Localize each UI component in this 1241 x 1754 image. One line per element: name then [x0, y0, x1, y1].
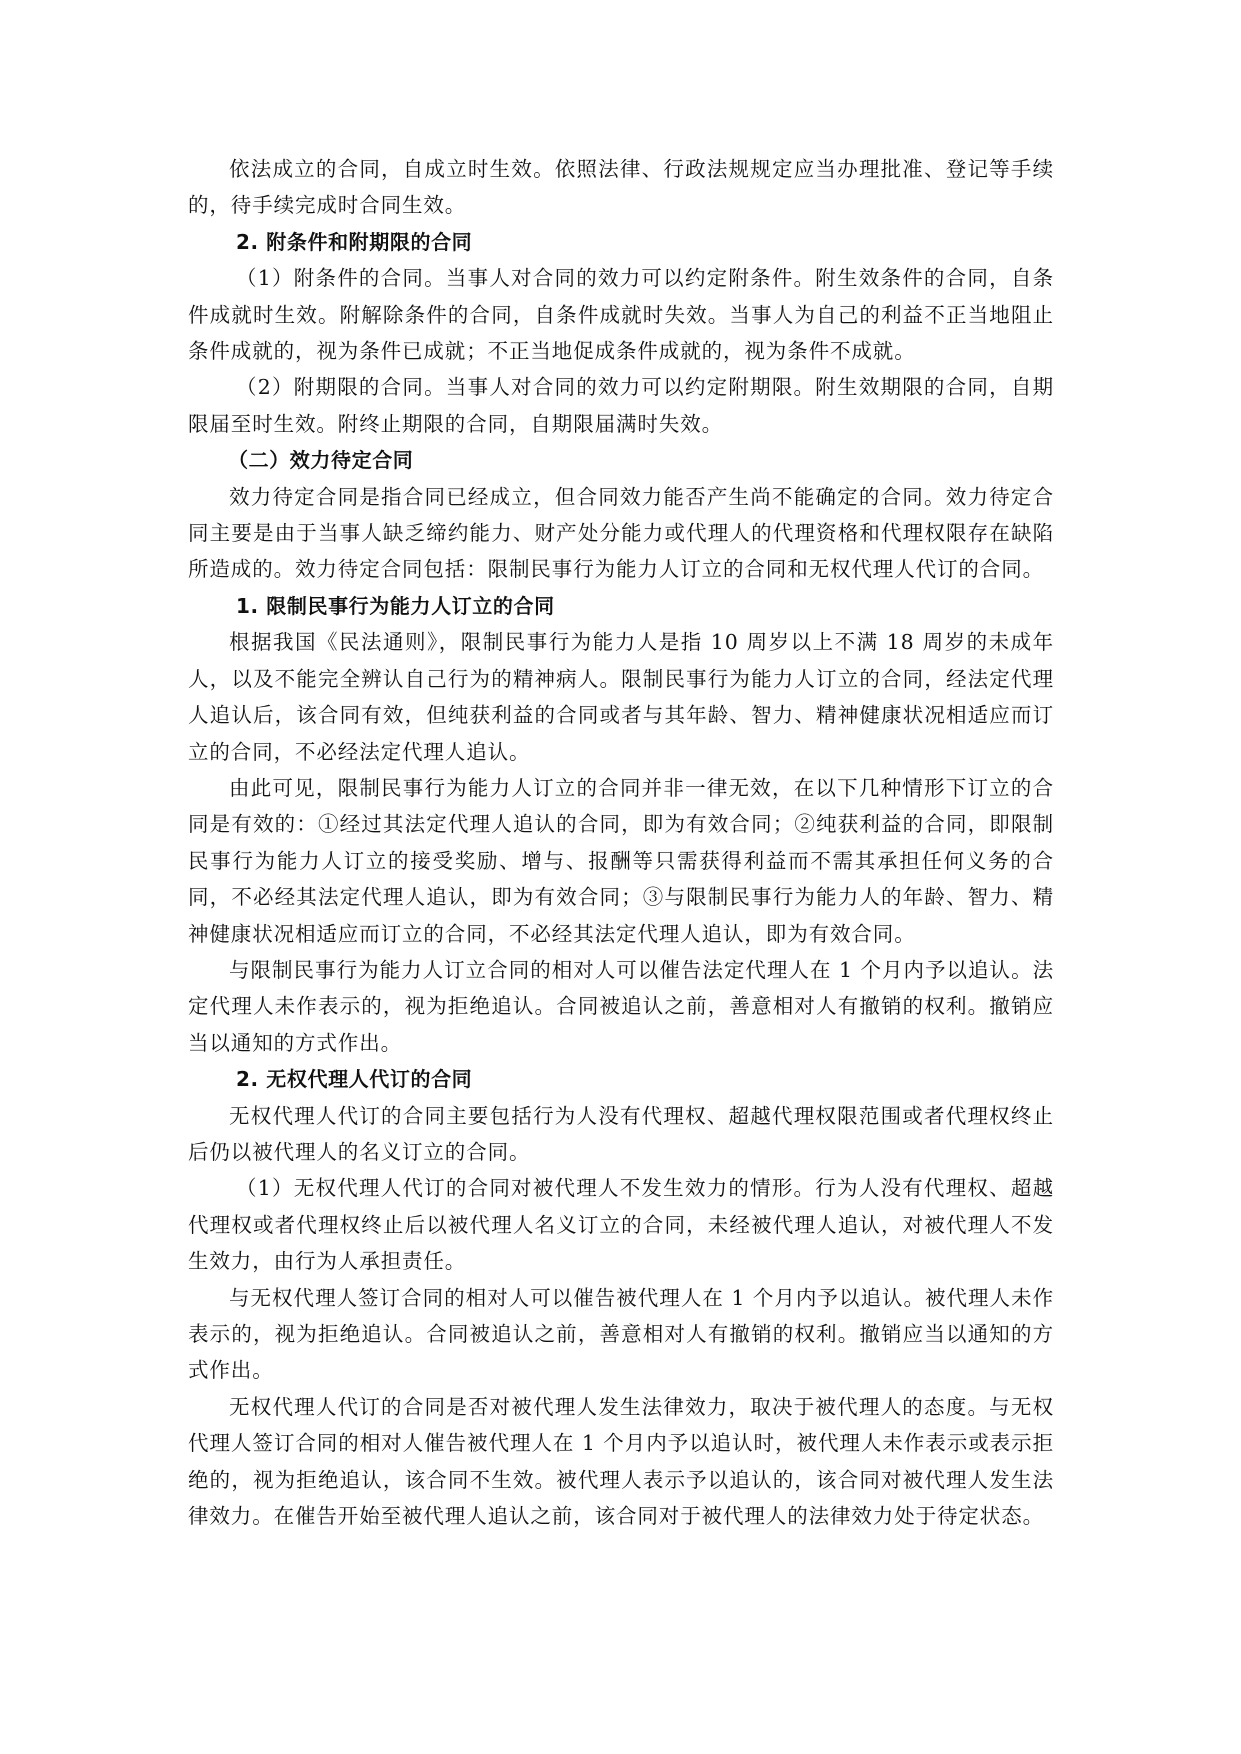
- paragraph-limited-capacity-valid-cases: 由此可见，限制民事行为能力人订立的合同并非一律无效，在以下几种情形下订立的合同是有效的：①经过其法定代理人追认的合同，即为有效合同；②纯获利益的合同，即限制民事行为能力人订立的接受奖励、增与、报酬等只需获得利益而不需其承担任何义务的合同，不必经其法定代理人追认，即为有效合同；③与限制民事行为能力人的年龄、智力、精神健康状况相适应而订立的合同，不必经其法定代理人追认，即为有效合同。: [188, 775, 1054, 946]
- paragraph-pending-validity-definition: 效力待定合同是指合同已经成立，但合同效力能否产生尚不能确定的合同。效力待定合同主要是由于当事人缺乏缔约能力、财产处分能力或代理人的代理资格和代理权限存在缺陷所造成的。效力待定合同包括：限制民事行为能力人订立的合同和无权代理人代订的合同。: [188, 484, 1054, 582]
- paragraph-term-contract: （2）附期限的合同。当事人对合同的效力可以约定附期限。附生效期限的合同，自期限届至时生效。附终止期限的合同，自期限届满时失效。: [188, 375, 1054, 436]
- paragraph-contract-effective: 依法成立的合同，自成立时生效。依照法律、行政法规规定应当办理批准、登记等手续的，待手续完成时合同生效。: [188, 157, 1054, 218]
- paragraph-limited-capacity-ratification: 与限制民事行为能力人订立合同的相对人可以催告法定代理人在 1 个月内予以追认。法定代理人未作表示的，视为拒绝追认。合同被追认之前，善意相对人有撤销的权利。撤销应当以通知的方式作出。: [188, 957, 1054, 1055]
- paragraph-unauthorized-agent-ratification: 与无权代理人签订合同的相对人可以催告被代理人在 1 个月内予以追认。被代理人未作表示的，视为拒绝追认。合同被追认之前，善意相对人有撤销的权利。撤销应当以通知的方式作出。: [188, 1285, 1054, 1383]
- paragraph-conditional-contract: （1）附条件的合同。当事人对合同的效力可以约定附条件。附生效条件的合同，自条件成就时生效。附解除条件的合同，自条件成就时失效。当事人为自己的利益不正当地阻止条件成就的，视为条件已成就；不正当地促成条件成就的，视为条件不成就。: [188, 266, 1054, 364]
- heading-conditional-contracts: 2. 附条件和附期限的合同: [236, 229, 473, 254]
- paragraph-unauthorized-agent-legal-effect: 无权代理人代订的合同是否对被代理人发生法律效力，取决于被代理人的态度。与无权代理人签订合同的相对人催告被代理人在 1 个月内予以追认时，被代理人未作表示或表示拒绝的，视为拒绝追认，该合同不生效。被代理人表示予以追认的，该合同对被代理人发生法律效力。在催告开始至被代理人追认之前，该合同对于被代理人的法律效力处于待定状态。: [188, 1394, 1054, 1529]
- paragraph-limited-capacity-definition: 根据我国《民法通则》，限制民事行为能力人是指 10 周岁以上不满 18 周岁的未成年人，以及不能完全辨认自己行为的精神病人。限制民事行为能力人订立的合同，经法定代理人追认后，该合同有效，但纯获利益的合同或者与其年龄、智力、精神健康状况相适应而订立的合同，不必经法定代理人追认。: [188, 630, 1054, 764]
- heading-unauthorized-agent-contracts: 2. 无权代理人代订的合同: [236, 1067, 473, 1092]
- paragraph-unauthorized-agent-definition: 无权代理人代订的合同主要包括行为人没有代理权、超越代理权限范围或者代理权终止后仍以被代理人的名义订立的合同。: [188, 1103, 1054, 1164]
- heading-limited-capacity-contracts: 1. 限制民事行为能力人订立的合同: [236, 593, 555, 618]
- document-page: [188, 151, 1054, 1534]
- heading-pending-validity-contracts: （二）效力待定合同: [228, 448, 414, 473]
- paragraph-unauthorized-agent-no-effect: （1）无权代理人代订的合同对被代理人不发生效力的情形。行为人没有代理权、超越代理权或者代理权终止后以被代理人名义订立的合同，未经被代理人追认，对被代理人不发生效力，由行为人承担责任。: [188, 1176, 1054, 1274]
